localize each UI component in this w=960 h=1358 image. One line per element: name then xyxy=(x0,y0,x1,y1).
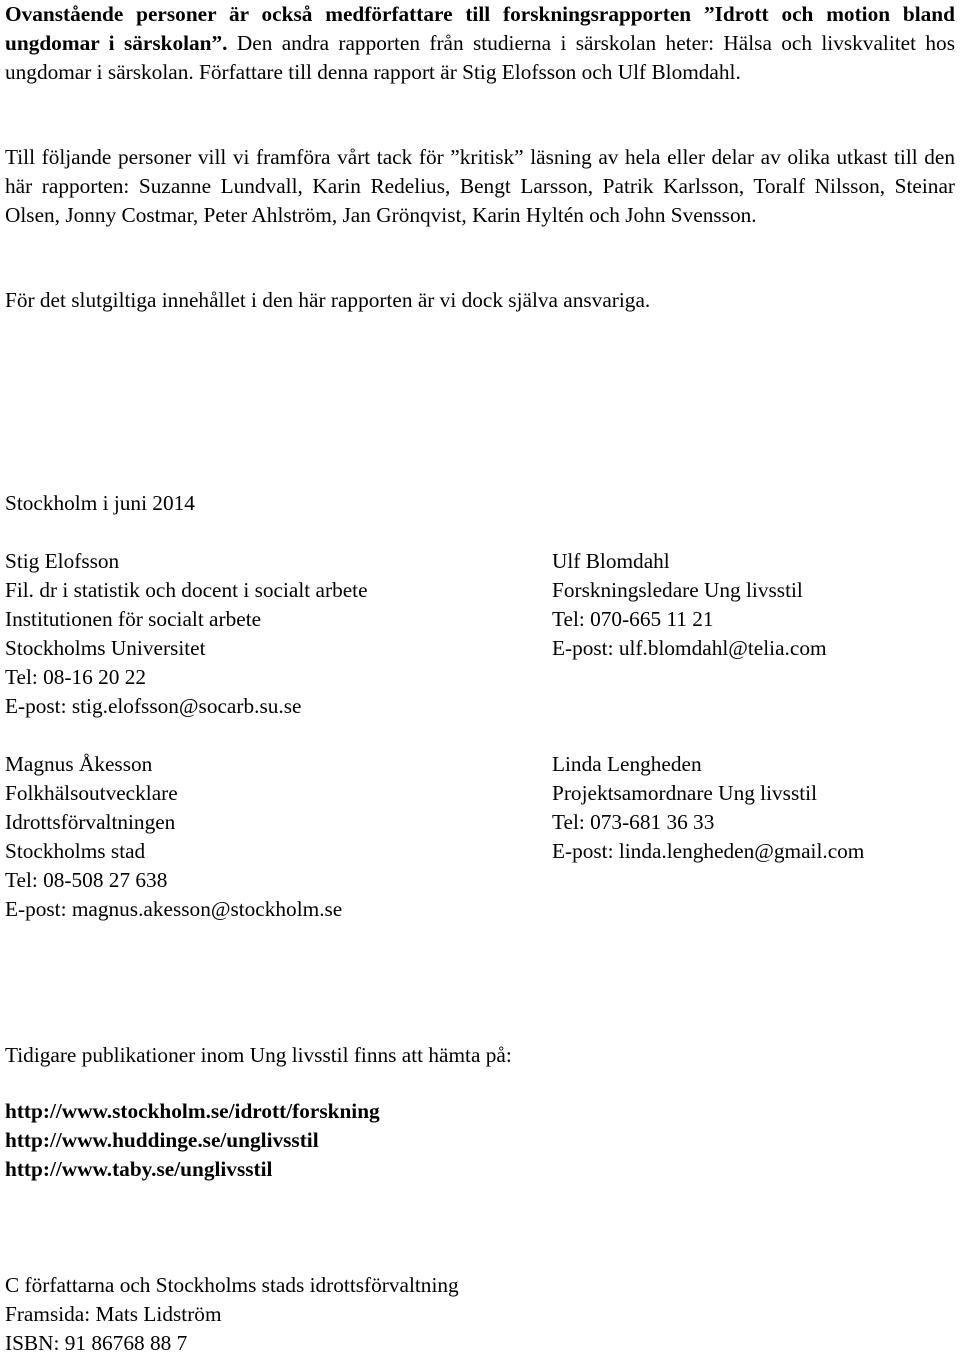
author-department: Institutionen för socialt arbete xyxy=(5,607,262,631)
publications-heading: Tidigare publikationer inom Ung livsstil finns att hämta på: xyxy=(5,1043,512,1067)
author-block-akesson xyxy=(5,750,342,924)
author-title: Fil. dr i statistik och docent i socialt arbete xyxy=(5,578,368,602)
acknowledgement-paragraph: Till följande personer vill vi framföra vårt tack för ”kritisk” läsning av hela eller delar av olika utkast till den här rapporten: Suzanne Lundvall, Karin Redelius, Bengt Larsson, Patrik Karlsson, Toralf Nilsson, Steinar Olsen, Jonny Costmar, Peter Ahlström, Jan Grönqvist, Karin Hyltén och John Svensson. xyxy=(5,145,955,227)
intro-bold-sentence: Ovanstående personer är också medförfattare till forskningsrapporten ”Idrott och motion bland ungdomar i särskolan”. xyxy=(5,2,955,55)
author-phone: Tel: 08-508 27 638 xyxy=(5,868,168,892)
isbn-line: ISBN: 91 86768 88 7 xyxy=(5,1331,188,1355)
author-name: Linda Lengheden xyxy=(552,752,702,776)
author-name: Ulf Blomdahl xyxy=(552,549,670,573)
publications-links xyxy=(5,1097,380,1184)
publication-link[interactable]: http://www.taby.se/unglivsstil xyxy=(5,1157,273,1181)
responsibility-paragraph: För det slutgiltiga innehållet i den här rapporten är vi dock själva ansvariga. xyxy=(5,288,651,312)
author-name: Magnus Åkesson xyxy=(5,752,153,776)
author-phone: Tel: 073-681 36 33 xyxy=(552,810,715,834)
author-email: E-post: linda.lengheden@gmail.com xyxy=(552,839,865,863)
intro-paragraph xyxy=(5,0,955,87)
author-organization: Stockholms stad xyxy=(5,839,146,863)
author-title: Projektsamordnare Ung livsstil xyxy=(552,781,817,805)
copyright-line: C författarna och Stockholms stads idrottsförvaltning xyxy=(5,1273,459,1297)
author-title: Folkhälsoutvecklare xyxy=(5,781,178,805)
publication-link[interactable]: http://www.stockholm.se/idrott/forskning xyxy=(5,1099,380,1123)
colophon xyxy=(5,1271,459,1358)
author-organization: Stockholms Universitet xyxy=(5,636,206,660)
author-name: Stig Elofsson xyxy=(5,549,120,573)
author-phone: Tel: 070-665 11 21 xyxy=(552,607,714,631)
author-block-elofsson xyxy=(5,547,368,721)
author-email: E-post: ulf.blomdahl@telia.com xyxy=(552,636,827,660)
author-block-blomdahl xyxy=(552,547,827,663)
place-date: Stockholm i juni 2014 xyxy=(5,491,195,515)
publication-link[interactable]: http://www.huddinge.se/unglivsstil xyxy=(5,1128,319,1152)
author-title: Forskningsledare Ung livsstil xyxy=(552,578,803,602)
author-block-lengheden xyxy=(552,750,864,866)
author-email: E-post: magnus.akesson@stockholm.se xyxy=(5,897,343,921)
cover-credit: Framsida: Mats Lidström xyxy=(5,1302,222,1326)
intro-rest-text: Den andra rapporten från studierna i särskolan heter: Hälsa och livskvalitet hos ungdomar i särskolan. Författare till denna rapport är Stig Elofsson och Ulf Blomdahl. xyxy=(5,31,955,84)
author-department: Idrottsförvaltningen xyxy=(5,810,176,834)
author-phone: Tel: 08-16 20 22 xyxy=(5,665,147,689)
author-email: E-post: stig.elofsson@socarb.su.se xyxy=(5,694,302,718)
